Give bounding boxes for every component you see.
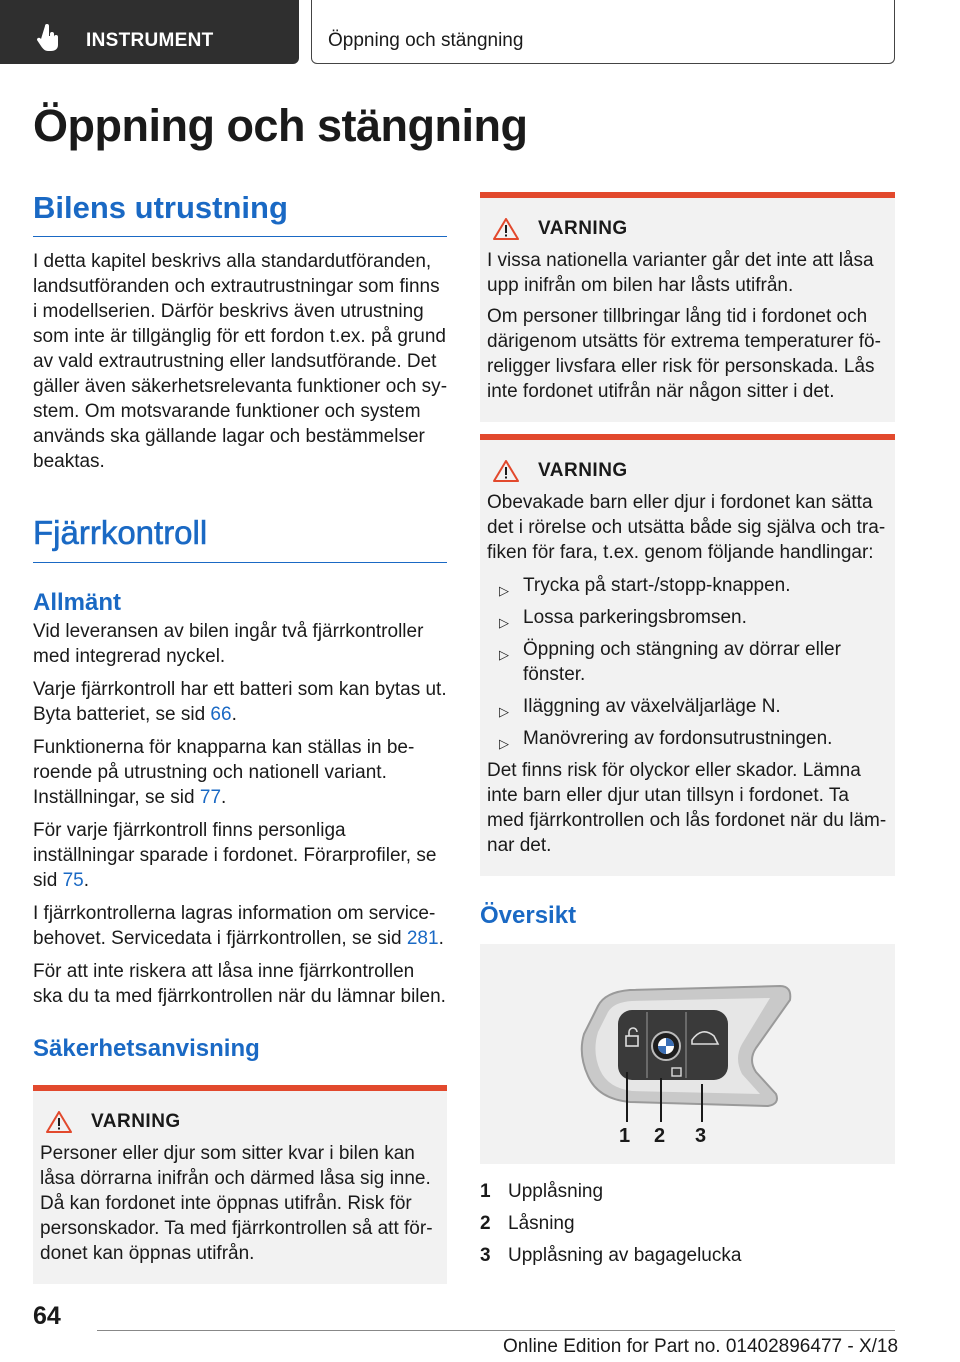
- warning-header: [46, 1111, 439, 1133]
- paragraph-buttons: Funktionerna för knapparna kan ställas in beroende på utrustning och nationell variant. Inställningar, se sid 77.: [33, 737, 415, 808]
- chapter-title: Öppning och stängning: [328, 30, 524, 51]
- warning-box-children: [480, 434, 895, 876]
- link-page-66[interactable]: 66: [210, 704, 232, 725]
- right-column: [480, 192, 895, 1272]
- warning-box-safety: [33, 1085, 447, 1284]
- link-page-281[interactable]: 281: [406, 928, 439, 949]
- left-column: [33, 190, 447, 1284]
- list-item: [487, 726, 887, 751]
- legend-item: [480, 1240, 895, 1272]
- legend-text: Låsning: [508, 1213, 575, 1234]
- legend-text: Upplåsning av bagagelucka: [508, 1245, 742, 1266]
- list-item-text: Lossa parkeringsbromsen.: [523, 607, 747, 628]
- list-item: [487, 694, 887, 719]
- warning-triangle-icon: [493, 218, 519, 240]
- service-text: I fjärrkontrollerna lagras information om servicebehovet. Servicedata i fjärrkontrollen, se sid: [33, 903, 436, 949]
- triangle-bullet-icon: ▷: [499, 583, 509, 598]
- figure-legend: [480, 1176, 895, 1272]
- list-item-text: Iläggning av växelväljarläge N.: [523, 696, 781, 717]
- warning-title: VARNING: [91, 1111, 181, 1132]
- triangle-bullet-icon: ▷: [499, 647, 509, 662]
- chapter-title-box: [311, 0, 895, 64]
- list-item: [487, 605, 887, 630]
- callout-label-1: 1: [619, 1125, 631, 1147]
- legend-item: [480, 1176, 895, 1208]
- warning-box-lock: [480, 192, 895, 422]
- edition-text: Online Edition for Part no. 01402896477 - X/18: [503, 1336, 899, 1357]
- paragraph-lockout: För att inte riskera att låsa inne fjärrkontrollen ska du ta med fjärrkontrollen när du lämnar bilen.: [33, 961, 446, 1007]
- warning-text: I vissa nationella varianter går det inte att låsa upp inifrån om bilen har låsts utifrån.: [487, 250, 874, 296]
- warning-triangle-icon: [46, 1111, 72, 1133]
- warning-triangle-icon: [493, 460, 519, 482]
- legend-number: 1: [480, 1181, 491, 1202]
- list-item: [487, 637, 887, 687]
- hand-pointer-icon: [36, 24, 62, 52]
- warning-list: [487, 573, 887, 751]
- callout-label-3: 3: [695, 1125, 707, 1147]
- section-label: INSTRUMENT: [86, 30, 214, 51]
- list-item-text: Öppning och stängning av dörrar eller fönster.: [523, 639, 841, 685]
- heading-equipment: Bilens utrustning: [33, 190, 447, 237]
- list-item: [487, 573, 887, 598]
- buttons-text: Funktionerna för knapparna kan ställas in beroende på utrustning och nationell variant. Inställningar, se sid: [33, 737, 415, 808]
- paragraph-service: I fjärrkontrollerna lagras information om servicebehovet. Servicedata i fjärrkontrollen, se sid 281.: [33, 903, 444, 949]
- list-item-text: Trycka på start-/stopp-knappen.: [523, 575, 791, 596]
- legend-number: 3: [480, 1245, 491, 1266]
- remote-key-illustration: [480, 944, 895, 1164]
- heading-general: Allmänt: [33, 589, 122, 616]
- list-item-text: Manövrering av fordonsutrustningen.: [523, 728, 833, 749]
- heading-overview: Översikt: [480, 902, 577, 929]
- page-number: 64: [33, 1302, 61, 1330]
- legend-number: 2: [480, 1213, 491, 1234]
- footer-divider: [97, 1330, 895, 1331]
- page-title: Öppning och stängning: [33, 100, 528, 151]
- warning-text: Obevakade barn eller djur i fordonet kan sätta det i rörelse och utsätta både sig själva och trafiken för fara, t.ex. genom följande handlingar:: [487, 492, 886, 563]
- paragraph-delivery: Vid leveransen av bilen ingår två fjärrkontroller med integrerad nyckel.: [33, 621, 424, 667]
- callout-label-2: 2: [654, 1125, 666, 1147]
- warning-text: Personer eller djur som sitter kvar i bilen kan låsa dörrarna inifrån och därmed låsa sig inne. Då kan fordonet inte öppnas utifrån. Risk för personskador. Ta med fjärrkontrollen så att fördonet kan öppnas utifrån.: [40, 1143, 433, 1264]
- link-page-77[interactable]: 77: [199, 787, 222, 808]
- warning-header: [493, 218, 887, 240]
- legend-text: Upplåsning: [508, 1181, 604, 1202]
- warning-text: Om personer tillbringar lång tid i fordonet och därigenom utsätts för extrema temperaturer föreligger livsfara eller risk för personskada. Lås inte fordonet utifrån när någon sitter i det.: [487, 306, 881, 402]
- triangle-bullet-icon: ▷: [499, 736, 509, 751]
- triangle-bullet-icon: ▷: [499, 615, 509, 630]
- paragraph-profiles: För varje fjärrkontroll finns personliga inställningar sparade i fordonet. Förarprofiler, se sid 75.: [33, 820, 437, 891]
- paragraph-equipment: I detta kapitel beskrivs alla standardutföranden, landsutföranden och extrautrustningar som finns i modellserien. Därför beskrivs även utrustning som inte är tillgänglig för ett fordon t.ex. på grund av vald extrautrustning eller landsutförande. Det gäller även säkerhetsrelevanta funktioner och system. Om motsvarande funktioner och system används ska gällande lagar och bestämmelser beaktas.: [33, 251, 448, 472]
- link-page-75[interactable]: 75: [62, 870, 84, 891]
- heading-safety: Säkerhetsanvisning: [33, 1035, 260, 1062]
- legend-item: [480, 1208, 895, 1240]
- heading-remote: Fjärrkontroll: [33, 514, 447, 563]
- remote-key-figure: [480, 944, 895, 1164]
- warning-text: Det finns risk för olyckor eller skador. Lämna inte barn eller djur utan tillsyn i fordonet. Ta med fjärrkontrollen och lås fordonet när du lämnar det.: [487, 760, 887, 856]
- paragraph-battery: Varje fjärrkontroll har ett batteri som kan bytas ut. Byta batteriet, se sid 66.: [33, 679, 447, 725]
- triangle-bullet-icon: ▷: [499, 704, 509, 719]
- battery-text: Varje fjärrkontroll har ett batteri som kan bytas ut. Byta batteriet, se sid: [33, 679, 447, 725]
- warning-title: VARNING: [538, 218, 628, 239]
- warning-title: VARNING: [538, 460, 628, 481]
- warning-header: [493, 460, 887, 482]
- section-tab: [0, 0, 299, 64]
- profiles-text: För varje fjärrkontroll finns personliga inställningar sparade i fordonet. Förarprofiler, se sid: [33, 820, 437, 891]
